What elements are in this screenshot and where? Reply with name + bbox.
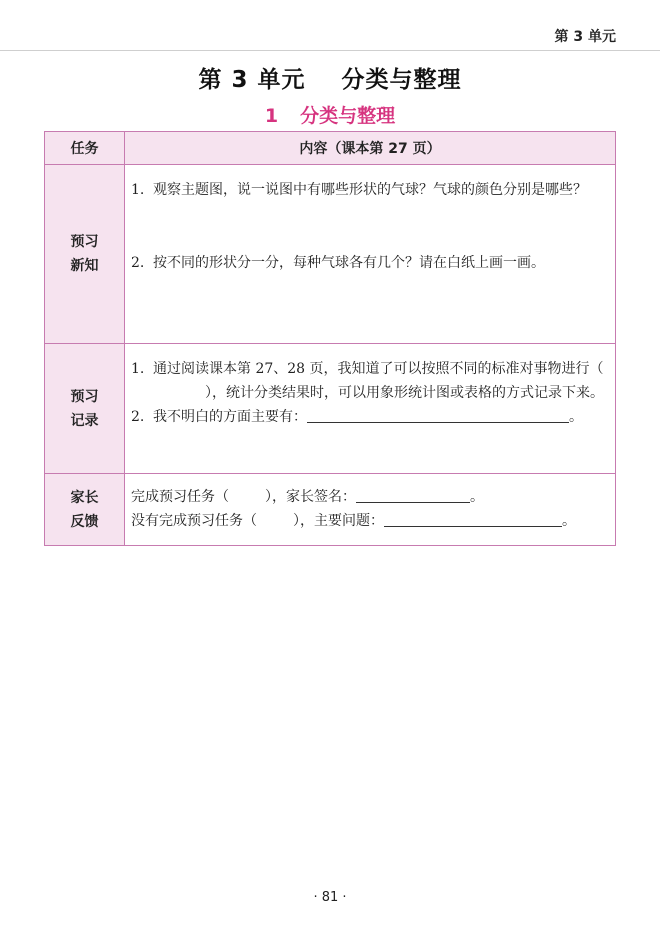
row-label-line: 反馈	[70, 513, 99, 530]
header-divider	[0, 50, 660, 51]
text-segment: 完成预习任务（	[131, 489, 229, 505]
unit-title: 第 3 单元 分类与整理	[198, 67, 462, 93]
text-segment: 。	[569, 409, 583, 425]
item-number: 1.	[131, 182, 145, 198]
text-segment: ），统计分类结果时，可以用象形统计图或表格的方式记录下来。	[205, 385, 604, 401]
row-label-record	[45, 344, 125, 474]
column-header-content: 内容（课本第 27 页）	[125, 132, 616, 165]
text-segment: 没有完成预习任务（	[131, 513, 257, 529]
answer-blank[interactable]	[307, 407, 569, 423]
page-number: · 81 ·	[313, 890, 347, 905]
item-number: 2.	[131, 255, 145, 271]
feedback-line-not-completed	[131, 509, 605, 533]
row-label-line: 预习	[70, 388, 99, 405]
table-row-preview	[45, 165, 616, 344]
lesson-number: 1	[264, 105, 279, 127]
text-segment: 通过阅读课本第 27、28 页，我知道了可以按照不同的标准对事物进行（	[153, 361, 604, 377]
item-text: 观察主题图，说一说图中有哪些形状的气球？气球的颜色分别是哪些？	[153, 182, 587, 198]
preview-content	[125, 165, 616, 344]
lesson-title	[0, 101, 660, 128]
row-label-feedback	[45, 474, 125, 546]
column-header-task: 任务	[45, 132, 125, 165]
list-item	[131, 251, 605, 275]
row-label-line: 预习	[70, 234, 99, 250]
item-text: 按不同的形状分一分，每种气球各有几个？请在白纸上画一画。	[153, 255, 545, 271]
feedback-content	[125, 474, 616, 546]
text-segment: 我不明白的方面主要有：	[153, 409, 307, 425]
unit-tag: 第 3 单元	[554, 29, 616, 45]
list-item	[131, 405, 605, 429]
preview-task-table	[44, 131, 616, 546]
item-number: 1.	[131, 361, 145, 377]
feedback-line-completed	[131, 485, 605, 509]
text-segment: 。	[562, 513, 576, 529]
parent-signature-field[interactable]	[356, 487, 470, 503]
lesson-name: 分类与整理	[300, 105, 396, 127]
table-row-feedback	[45, 474, 616, 546]
item-text	[153, 405, 605, 429]
record-content	[125, 344, 616, 474]
table-row-record	[45, 344, 616, 474]
list-item	[131, 357, 605, 405]
table-header-row	[45, 132, 616, 165]
row-label-line: 记录	[70, 412, 99, 429]
main-problem-field[interactable]	[384, 511, 562, 527]
text-segment: ），家长签名：	[265, 489, 356, 505]
item-number: 2.	[131, 409, 145, 425]
list-item	[131, 178, 605, 202]
row-label-preview	[45, 165, 125, 344]
text-segment: ），主要问题：	[293, 513, 384, 529]
item-text	[153, 357, 605, 405]
row-label-line: 新知	[70, 258, 99, 274]
text-segment: 。	[470, 489, 484, 505]
row-label-line: 家长	[70, 489, 99, 506]
